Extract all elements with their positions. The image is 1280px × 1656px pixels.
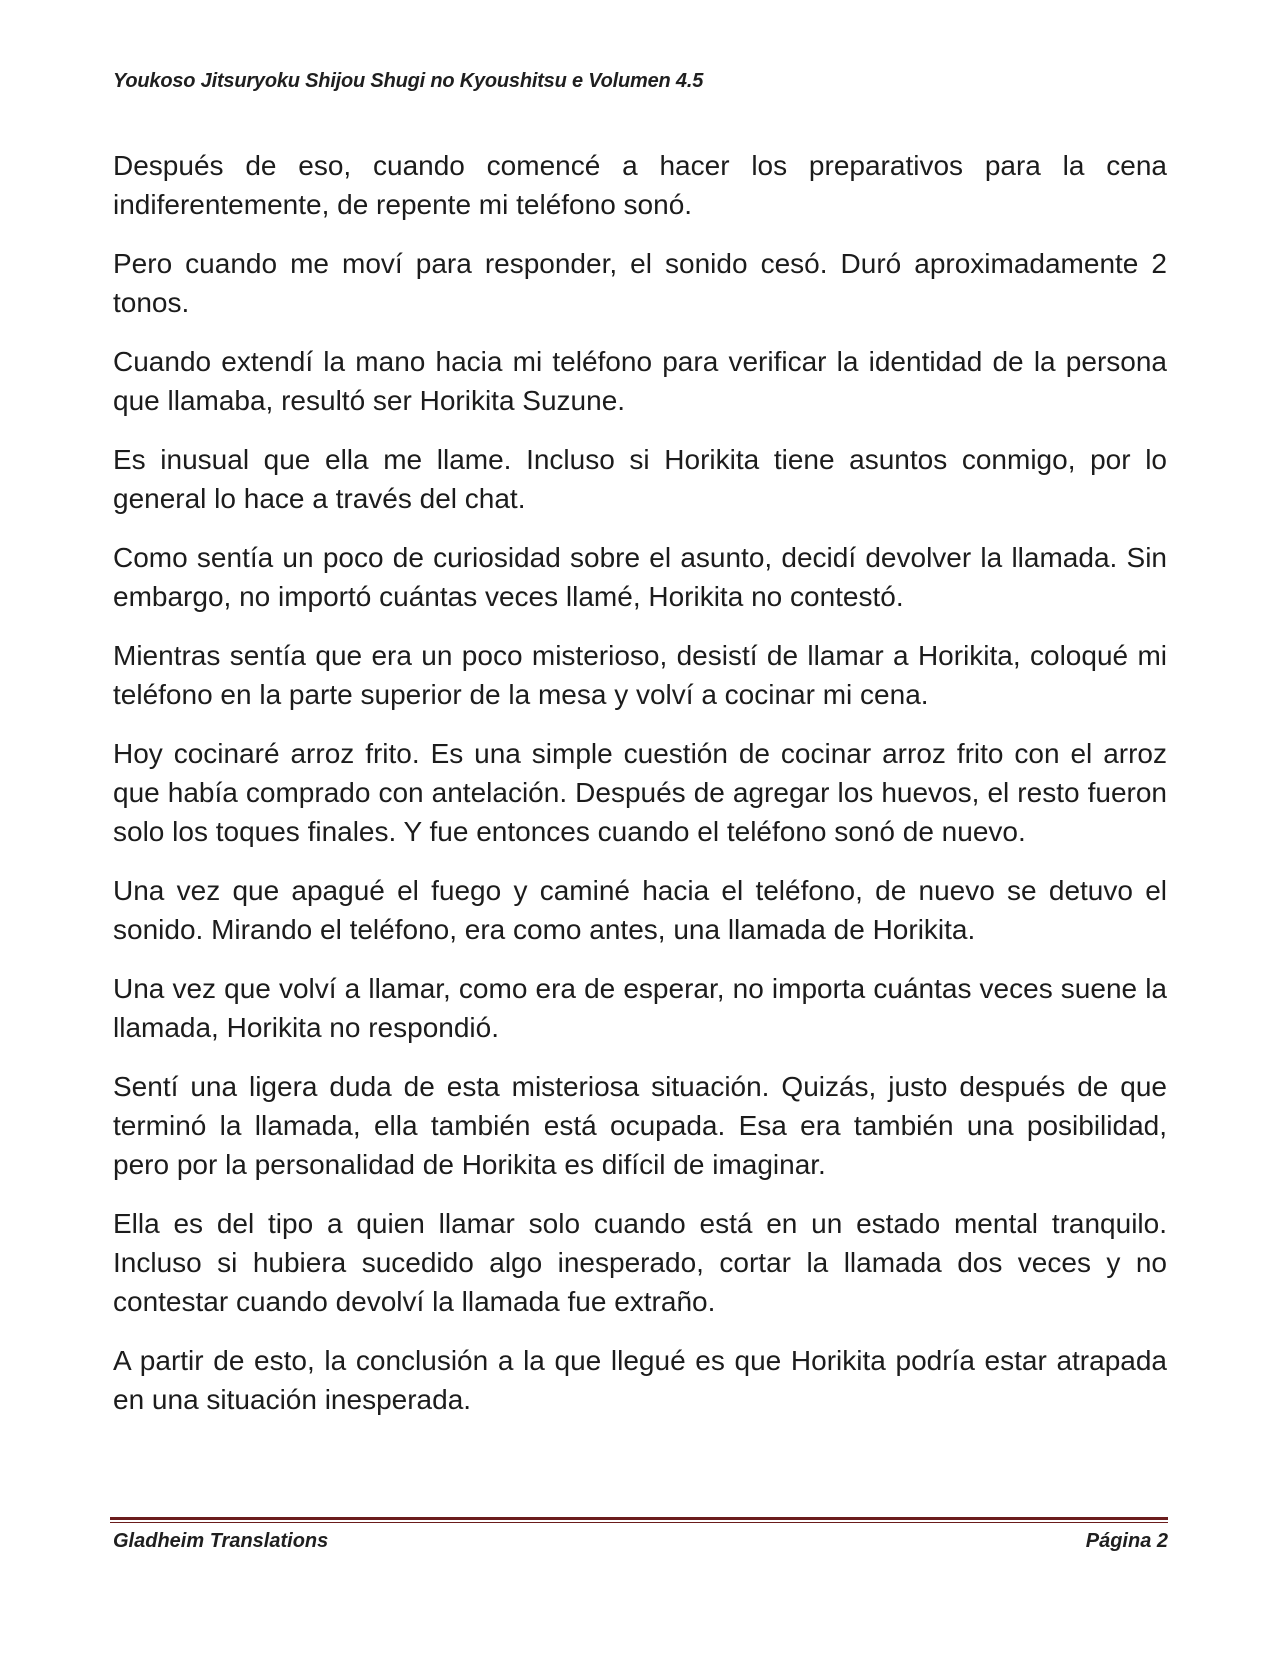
- paragraph: Cuando extendí la mano hacia mi teléfono para verificar la identidad de la persona que llamaba, resultó ser Horikita Suzune.: [113, 346, 1167, 416]
- paragraph: Pero cuando me moví para responder, el sonido cesó. Duró aproximadamente 2 tonos.: [113, 248, 1167, 318]
- paragraph: Como sentía un poco de curiosidad sobre el asunto, decidí devolver la llamada. Sin embargo, no importó cuántas veces llamé, Horikita no contestó.: [113, 542, 1167, 612]
- paragraph: A partir de esto, la conclusión a la que llegué es que Horikita podría estar atrapada en una situación inesperada.: [113, 1345, 1167, 1415]
- paragraph: Hoy cocinaré arroz frito. Es una simple cuestión de cocinar arroz frito con el arroz que había comprado con antelación. Después de agregar los huevos, el resto fueron solo los toques finales. Y fue entonces cuando el teléfono sonó de nuevo.: [113, 738, 1167, 847]
- paragraph: Es inusual que ella me llame. Incluso si Horikita tiene asuntos conmigo, por lo general lo hace a través del chat.: [113, 444, 1167, 514]
- footer-divider: [110, 1517, 1168, 1523]
- page-header-title: Youkoso Jitsuryoku Shijou Shugi no Kyoushitsu e Volumen 4.5: [113, 70, 704, 92]
- paragraph: Una vez que volví a llamar, como era de esperar, no importa cuántas veces suene la llamada, Horikita no respondió.: [113, 973, 1167, 1043]
- page-number: Página 2: [1085, 1530, 1168, 1552]
- document-body: [113, 146, 1167, 1439]
- footer-publisher: Gladheim Translations: [113, 1530, 329, 1552]
- paragraph: Mientras sentía que era un poco misterioso, desistí de llamar a Horikita, coloqué mi teléfono en la parte superior de la mesa y volví a cocinar mi cena.: [113, 640, 1167, 710]
- paragraph: Una vez que apagué el fuego y caminé hacia el teléfono, de nuevo se detuvo el sonido. Mirando el teléfono, era como antes, una llamada de Horikita.: [113, 875, 1167, 945]
- paragraph: Sentí una ligera duda de esta misteriosa situación. Quizás, justo después de que terminó la llamada, ella también está ocupada. Esa era también una posibilidad, pero por la personalidad de Horikita es difícil de imaginar.: [113, 1071, 1167, 1180]
- paragraph: Ella es del tipo a quien llamar solo cuando está en un estado mental tranquilo. Incluso si hubiera sucedido algo inesperado, cortar la llamada dos veces y no contestar cuando devolví la llamada fue extraño.: [113, 1208, 1167, 1317]
- paragraph: Después de eso, cuando comencé a hacer los preparativos para la cena indiferentemente, de repente mi teléfono sonó.: [113, 150, 1167, 220]
